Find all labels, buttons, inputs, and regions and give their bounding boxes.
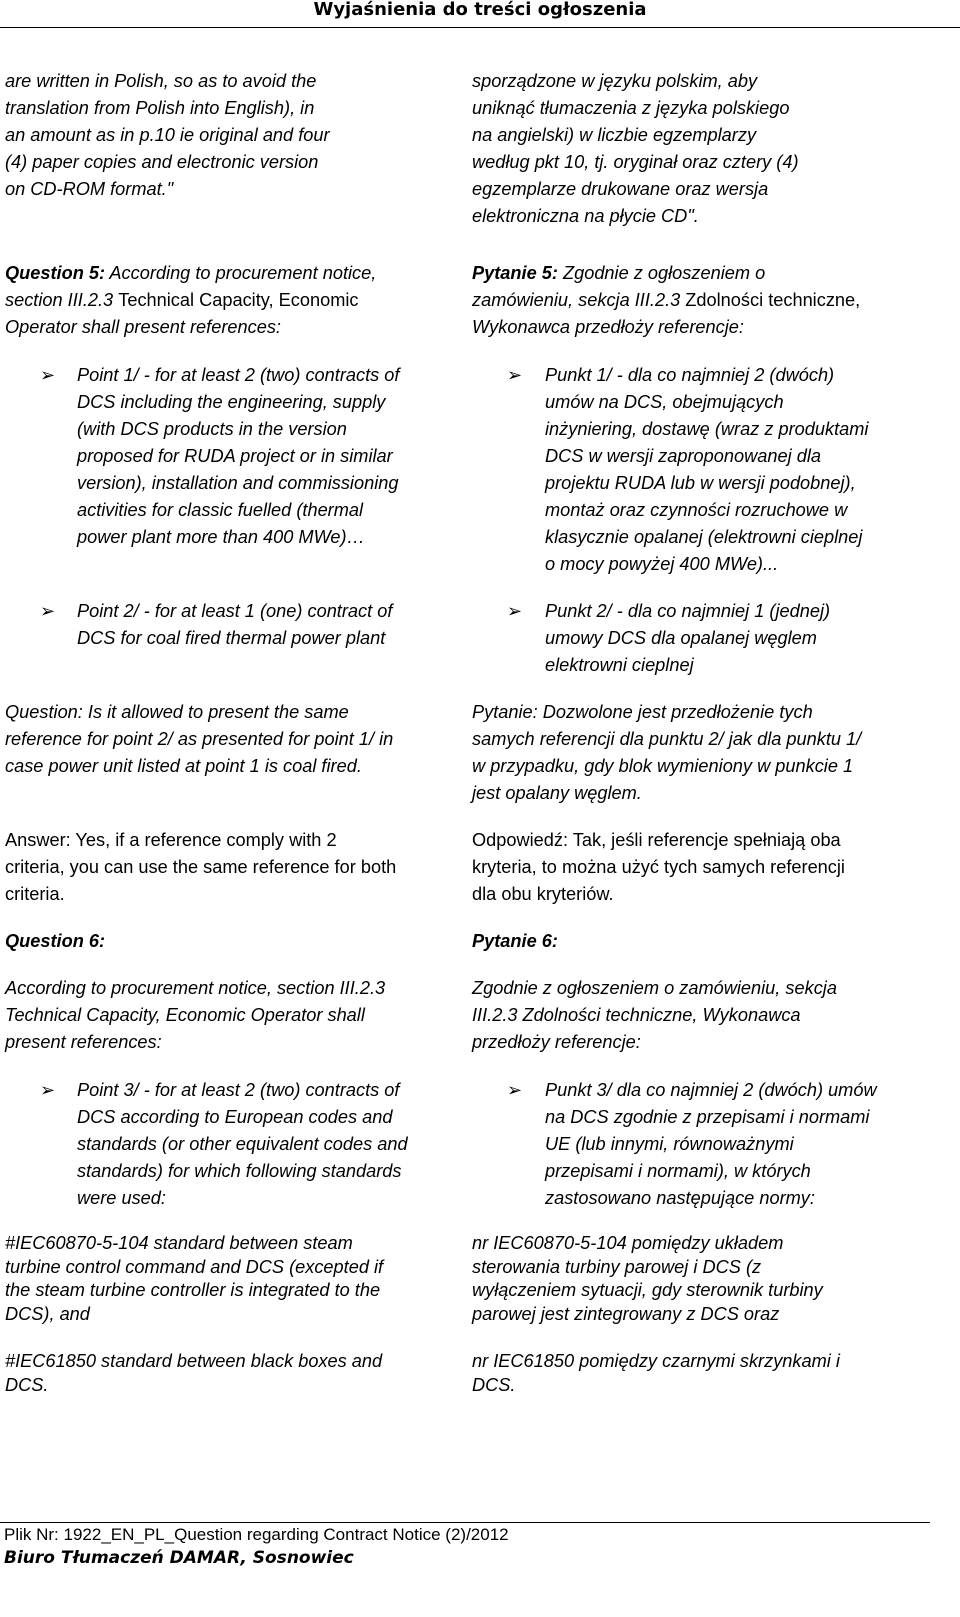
pytanie-5-text-a: Zgodnie z ogłoszeniem o zamówieniu, sekcja III.2.3: [472, 263, 766, 310]
pytanie-5-text-b: Zdolności techniczne,: [685, 290, 861, 310]
left-question: Question: Is it allowed to present the same reference for point 2/ as presented for point 1/ in case power unit listed at point 1 is coal fired.: [5, 702, 394, 776]
header-title: Wyjaśnienia do treści ogłoszenia: [313, 0, 647, 20]
left-intro: are written in Polish, so as to avoid the translation from Polish into English), in an amount as in p.10 ie original and four (4) paper copies and electronic version on CD-ROM format.": [5, 71, 330, 199]
footer-file-number: Plik Nr: 1922_EN_PL_Question regarding Contract Notice (2)/2012: [4, 1525, 509, 1544]
footer-company: Biuro Tłumaczeń DAMAR, Sosnowiec: [4, 1548, 354, 1568]
left-question-5: [5, 260, 376, 341]
footer-divider: [0, 1522, 930, 1523]
bullet-arrow-icon: ➢: [507, 1080, 523, 1100]
right-pytanie-6-text: Zgodnie z ogłoszeniem o zamówieniu, sekcja III.2.3 Zdolności techniczne, Wykonawca przedłoży referencje:: [472, 978, 837, 1052]
left-answer: Answer: Yes, if a reference comply with 2 criteria, you can use the same reference for both criteria.: [5, 830, 397, 904]
left-iec61850: #IEC61850 standard between black boxes and DCS.: [5, 1351, 383, 1395]
right-punkt-1: Punkt 1/ - dla co najmniej 2 (dwóch) umów na DCS, obejmujących inżyniering, dostawę (wraz z produktami DCS w wersji zaproponowanej dla projektu RUDA lub w wersji podobnej), montaż oraz czynności rozruchowe w klasycznie opalanej (elektrowni cieplnej o mocy powyżej 400 MWe)...: [545, 365, 869, 574]
bullet-arrow-icon: ➢: [507, 365, 523, 385]
left-question-6-text: According to procurement notice, section III.2.3 Technical Capacity, Economic Operator shall present references:: [5, 978, 386, 1052]
right-pytanie: Pytanie: Dozwolone jest przedłożenie tych samych referencji dla punktu 2/ jak dla punktu 1/ w przypadku, gdy blok wymieniony w punkcie 1 jest opalany węglem.: [472, 702, 862, 803]
question-5-text-b: Technical Capacity, Economic: [118, 290, 359, 310]
bullet-arrow-icon: ➢: [40, 601, 56, 621]
right-intro: sporządzone w języku polskim, aby uniknąć tłumaczenia z języka polskiego na angielski) w liczbie egzemplarzy według pkt 10, tj. oryginał oraz cztery (4) egzemplarze drukowane oraz wersja elektroniczna na płycie CD".: [472, 71, 799, 226]
left-point-1: Point 1/ - for at least 2 (two) contracts of DCS including the engineering, supply (with DCS products in the version proposed for RUDA project or in similar version), installation and commissioning activities for classic fuelled (thermal power plant more than 400 MWe)…: [77, 365, 400, 547]
right-iec61850: nr IEC61850 pomiędzy czarnymi skrzynkami i DCS.: [472, 1351, 840, 1395]
bullet-arrow-icon: ➢: [507, 601, 523, 621]
pytanie-6-label: Pytanie 6:: [472, 931, 558, 951]
bullet-arrow-icon: ➢: [40, 365, 56, 385]
left-point-3: Point 3/ - for at least 2 (two) contracts of DCS according to European codes and standards (or other equivalent codes and standards) for which following standards were used:: [77, 1080, 408, 1208]
right-punkt-3: Punkt 3/ dla co najmniej 2 (dwóch) umów na DCS zgodnie z przepisami i normami UE (lub innymi, równoważnymi przepisami i normami), w których zastosowano następujące normy:: [545, 1080, 877, 1208]
question-5-text-a: According to procurement notice, section III.2.3: [5, 263, 377, 310]
pytanie-5-text-c: Wykonawca przedłoży referencje:: [472, 317, 744, 337]
right-odpowiedz: Odpowiedź: Tak, jeśli referencje spełniają oba kryteria, to można użyć tych samych referencji dla obu kryteriów.: [472, 830, 845, 904]
right-pytanie-5: [472, 260, 860, 341]
right-punkt-2: Punkt 2/ - dla co najmniej 1 (jednej) umowy DCS dla opalanej węglem elektrowni cieplnej: [545, 601, 831, 675]
left-iec60870: #IEC60870-5-104 standard between steam turbine control command and DCS (excepted if the steam turbine controller is integrated to the DCS), and: [5, 1233, 384, 1324]
question-5-text-c: Operator shall present references:: [5, 317, 281, 337]
page-header: [0, 0, 960, 28]
bullet-arrow-icon: ➢: [40, 1080, 56, 1100]
right-iec60870: nr IEC60870-5-104 pomiędzy układem sterowania turbiny parowej i DCS (z wyłączeniem sytuacji, gdy sterownik turbiny parowej jest zintegrowany z DCS oraz: [472, 1233, 823, 1324]
question-5-label: Question 5:: [5, 263, 106, 283]
question-6-label: Question 6:: [5, 931, 106, 951]
pytanie-5-label: Pytanie 5:: [472, 263, 558, 283]
left-point-2: Point 2/ - for at least 1 (one) contract of DCS for coal fired thermal power plant: [77, 601, 393, 648]
